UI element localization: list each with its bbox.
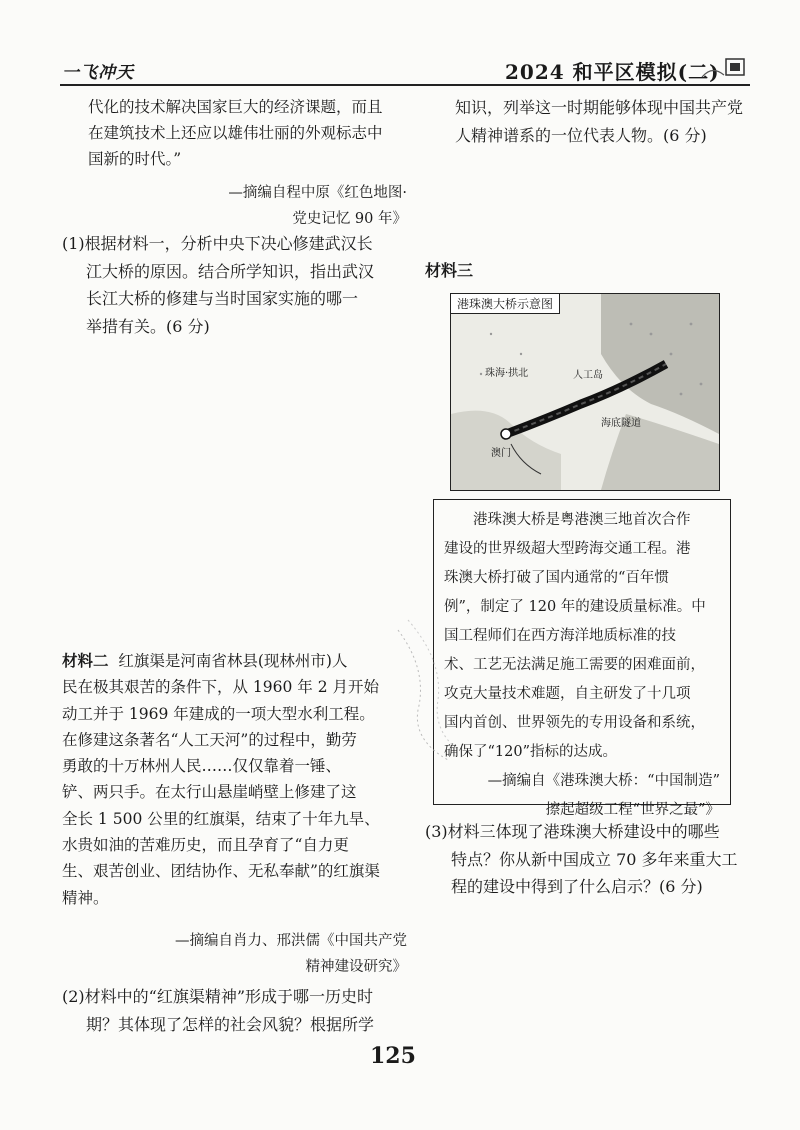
question-two-continuation	[425, 94, 755, 149]
question-line: 特点？你从新中国成立 70 多年来重大工	[451, 849, 738, 869]
map-label: 人工岛	[573, 370, 603, 381]
text-line: 例”，制定了 120 年的建设质量标准。中	[444, 599, 706, 615]
text-line: 珠澳大桥打破了国内通常的“百年惯	[444, 570, 669, 586]
text-line: 代化的技术解决国家巨大的经济课题，而且	[88, 98, 383, 116]
text-line: 国工程师们在西方海洋地质标准的技	[444, 628, 676, 644]
source-line: —摘编自程中原《红色地图·	[228, 185, 407, 201]
text-line: 生、艰苦创业、团结协作、无私奉献”的红旗渠	[62, 862, 380, 881]
question-line: 程的建设中得到了什么启示？(6 分)	[451, 877, 703, 896]
bridge-map-icon	[451, 294, 719, 490]
text-line: 精神。	[62, 888, 109, 907]
text-line: 在建筑技术上还应以雄伟壮丽的外观标志中	[88, 124, 383, 142]
header-series-title: 一飞冲天	[62, 63, 134, 83]
question-line: (2)材料中的“红旗渠精神”形成于哪一历史时	[62, 987, 374, 1006]
header-decoration-icon	[700, 55, 748, 83]
material-two	[62, 648, 407, 911]
source-line: 精神建设研究》	[305, 959, 407, 975]
question-three	[425, 818, 755, 901]
question-line: 人精神谱系的一位代表人物。(6 分)	[455, 125, 707, 145]
text-line: 攻克大量技术难题，自主研发了十几项	[444, 686, 691, 702]
text-line: 水贵如油的苦难历史，而且孕育了“自力更	[62, 836, 349, 855]
text-line: 港珠澳大桥是粤港澳三地首次合作	[473, 512, 691, 528]
map-title: 港珠澳大桥示意图	[451, 294, 560, 314]
text-line: 全长 1 500 公里的红旗渠，结束了十年九旱、	[62, 809, 380, 828]
bridge-map-figure	[450, 293, 720, 491]
map-label: 珠海·拱北	[485, 368, 529, 379]
header-divider	[60, 84, 750, 86]
text-line: 民在极其艰苦的条件下，从 1960 年 2 月开始	[62, 678, 380, 697]
page-number: 125	[370, 1043, 416, 1069]
map-label: 澳门	[491, 448, 511, 459]
watermark-stamp-icon	[388, 610, 468, 770]
text-line: 动工并于 1969 年建成的一项大型水利工程。	[62, 704, 375, 723]
question-line: 长江大桥的修建与当时国家实施的哪一	[86, 289, 359, 308]
text-line: 在修建这条著名“人工天河”的过程中，勤劳	[62, 730, 357, 749]
material-two-source	[62, 928, 407, 980]
text-line: 铲、两只手。在太行山悬崖峭壁上修建了这	[62, 783, 357, 802]
question-line: 知识，列举这一时期能够体现中国共产党	[455, 98, 744, 117]
text-line: 国内首创、世界领先的专用设备和系统，	[444, 715, 705, 731]
header-exam-title: 2024 和平区模拟(二)	[505, 60, 720, 84]
text-line: 建设的世界级超大型跨海交通工程。港	[444, 541, 691, 557]
source-line: —摘编自《港珠澳大桥：“中国制造”	[487, 773, 720, 789]
text-line: 红旗渠是河南省林县(现林州市)人	[118, 652, 348, 670]
map-label: 海底隧道	[601, 418, 641, 429]
text-line: 勇敢的十万林州人民……仅仅靠着一锤、	[62, 757, 342, 776]
text-line: 术、工艺无法满足施工需要的困难面前，	[444, 657, 705, 673]
source-line: 党史记忆 90 年》	[292, 211, 407, 227]
question-line: 江大桥的原因。结合所学知识，指出武汉	[86, 261, 375, 281]
material-one-source	[62, 180, 407, 232]
source-line: —摘编自肖力、邢洪儒《中国共产党	[175, 933, 407, 949]
material-three-text-box	[433, 499, 731, 818]
question-two	[62, 983, 407, 1038]
material-two-label: 材料二	[62, 651, 109, 670]
material-one-continuation	[62, 94, 407, 172]
source-line: 擦起超级工程“世界之最”》	[545, 802, 720, 818]
question-line: (1)根据材料一，分析中央下决心修建武汉长	[62, 234, 373, 253]
material-three-label: 材料三	[425, 261, 474, 280]
question-line: 期？其体现了怎样的社会风貌？根据所学	[86, 1014, 375, 1034]
text-line: 国新的时代。”	[88, 150, 182, 168]
question-one	[62, 230, 407, 340]
text-line: 确保了“120”指标的达成。	[444, 744, 618, 760]
question-line: 举措有关。(6 分)	[86, 316, 210, 336]
question-line: (3)材料三体现了港珠澳大桥建设中的哪些	[425, 822, 720, 841]
